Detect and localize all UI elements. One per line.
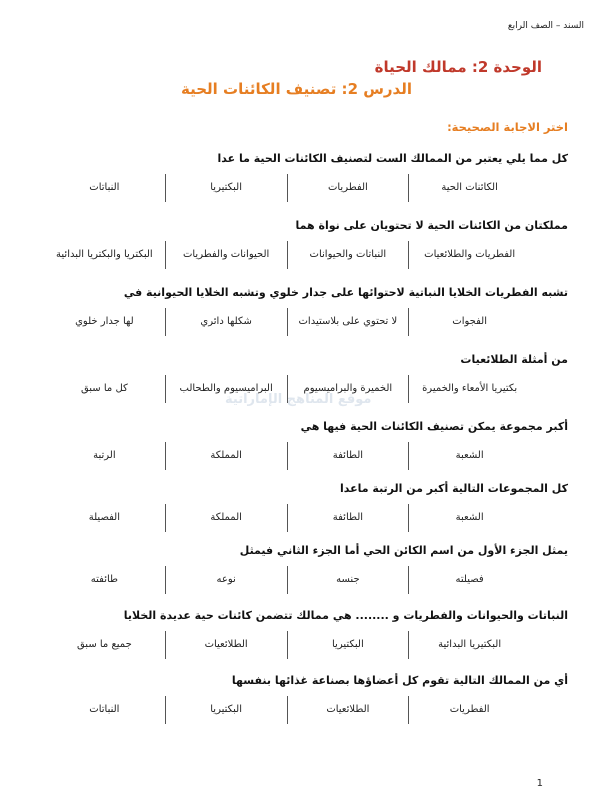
question-9 [44, 674, 568, 724]
option[interactable]: الفطريات [287, 174, 409, 202]
option[interactable]: الفطريات [408, 696, 530, 724]
options-row [44, 566, 530, 594]
options-row [44, 308, 530, 336]
option[interactable]: البكتريا والبكتريا البدائية [56, 249, 153, 260]
option[interactable]: الفطريات والطلائعيات [408, 241, 530, 269]
lesson-title: الدرس 2: تصنيف الكائنات الحية [180, 80, 412, 98]
option[interactable]: شكلها دائري [165, 308, 287, 336]
option[interactable]: فصيلته [408, 566, 530, 594]
option[interactable]: لها جدار خلوي [75, 316, 134, 327]
option[interactable]: الشعبة [408, 504, 530, 532]
option[interactable]: البكتيريا [287, 631, 409, 659]
option[interactable]: الخميرة والبراميسيوم [287, 375, 409, 403]
option[interactable]: الفجوات [408, 308, 530, 336]
question-5 [44, 420, 568, 470]
option[interactable]: المملكة [165, 442, 287, 470]
option[interactable]: المملكة [165, 504, 287, 532]
option[interactable]: الطائفة [287, 504, 409, 532]
question-3 [44, 286, 568, 336]
option[interactable]: الرتبة [93, 450, 116, 461]
unit-title: الوحدة 2: ممالك الحياة [374, 58, 542, 76]
question-text: من أمثلة الطلائعيات [460, 353, 568, 366]
question-2 [44, 219, 568, 269]
question-text: أكبر مجموعة يمكن تصنيف الكائنات الحية فيها هي [300, 420, 568, 433]
question-7 [44, 544, 568, 594]
options-row [44, 241, 530, 269]
question-text: يمثل الجزء الأول من اسم الكائن الحي أما الجزء الثاني فيمثل [239, 544, 568, 557]
question-text: النباتات والحيوانات والفطريات و ........ هي ممالك تتضمن كائنات حية عديدة الخلايا [123, 609, 568, 622]
watermark-text: موقع المناهج الإماراتية [225, 392, 372, 407]
header-label: السند – الصف الرابع [507, 21, 584, 31]
question-8 [44, 609, 568, 659]
option[interactable]: الطلائعيات [287, 696, 409, 724]
option[interactable]: الشعبة [408, 442, 530, 470]
question-text: مملكتان من الكائنات الحية لا تحتويان على نواة هما [295, 219, 568, 232]
option[interactable]: كل ما سبق [80, 383, 128, 394]
question-text: تشبه الفطريات الخلايا النباتية لاحتوائها على جدار خلوي وتشبه الخلايا الحيوانية في [123, 286, 568, 299]
question-4 [44, 353, 568, 403]
question-6 [44, 482, 568, 532]
option[interactable]: البكتيريا البدائية [408, 631, 530, 659]
options-row [44, 696, 530, 724]
option[interactable]: الكائنات الحية [408, 174, 530, 202]
option[interactable]: جنسه [287, 566, 409, 594]
option[interactable]: جميع ما سبق [76, 639, 132, 650]
question-text: كل مما يلي يعتبر من الممالك الست لتصنيف الكائنات الحية ما عدا [217, 152, 568, 165]
options-row [44, 504, 530, 532]
instruction-text: اختر الاجابة الصحيحة: [447, 120, 568, 134]
option[interactable]: الحيوانات والفطريات [165, 241, 287, 269]
option[interactable]: نوعه [165, 566, 287, 594]
options-row [44, 442, 530, 470]
option[interactable]: النباتات والحيوانات [287, 241, 409, 269]
option[interactable]: الطائفة [287, 442, 409, 470]
option[interactable]: لا تحتوي على بلاستيدات [287, 308, 409, 336]
page-number: 1 [536, 778, 543, 789]
option[interactable]: الفصيلة [88, 512, 120, 523]
option[interactable]: البراميسيوم والطحالب [165, 375, 287, 403]
option[interactable]: البكتيريا [165, 696, 287, 724]
question-1 [44, 152, 568, 202]
option[interactable]: البكتيريا [165, 174, 287, 202]
options-row [44, 375, 530, 403]
option[interactable]: الطلائعيات [165, 631, 287, 659]
option[interactable]: بكتيريا الأمعاء والخميرة [408, 375, 530, 403]
options-row [44, 631, 530, 659]
question-text: كل المجموعات التالية أكبر من الرتبة ماعدا [339, 482, 568, 495]
option[interactable]: النباتات [89, 704, 120, 715]
options-row [44, 174, 530, 202]
question-text: أي من الممالك التالية تقوم كل أعضاؤها بصناعة غذائها بنفسها [231, 674, 568, 687]
option[interactable]: طائفته [90, 574, 118, 585]
option[interactable]: النباتات [89, 182, 120, 193]
